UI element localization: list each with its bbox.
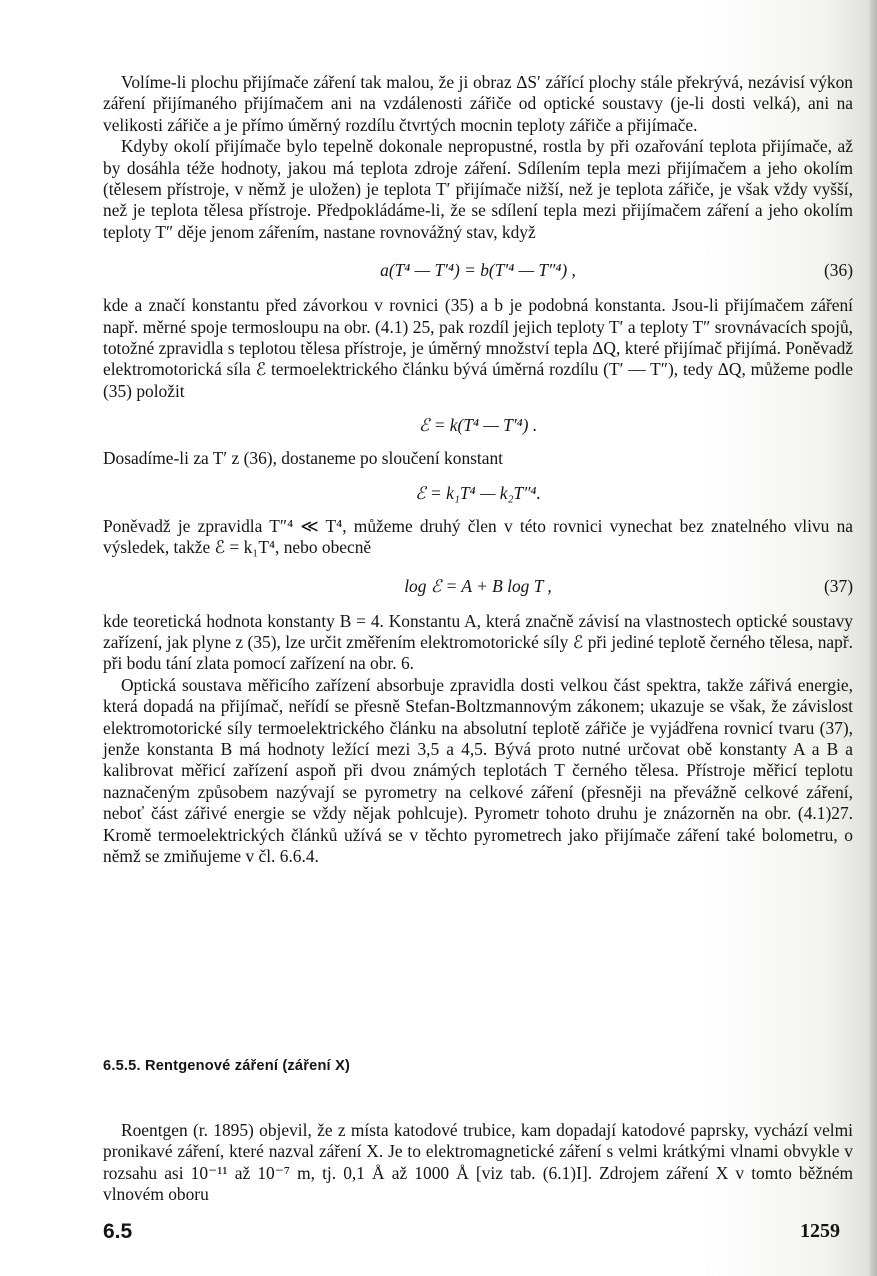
section-text-block — [103, 1120, 853, 1206]
main-text-block — [103, 72, 853, 867]
paragraph-3: kde a značí konstantu před závorkou v rovnici (35) a b je podobná konstanta. Jsou-li přijímačem záření např. měrné spoje termosloupu na obr. (4.1) 25, pak rozdíl jejich teploty T′ a teploty T″ srovnávacích spojů, totožné zpravidla s teplotou tělesa přístroje, je úměrný množství tepla ΔQ, které přijímač přijímá. Poněvadž elektromotorická síla ℰ termoelektrického článku bývá úměrná rozdílu (T′ — T″), tedy ΔQ, můžeme podle (35) položit — [103, 295, 853, 401]
paragraph-2: Kdyby okolí přijímače bylo tepelně dokonale nepropustné, rostla by při ozařování teplota přijímače, až by dosáhla téže hodnoty, jakou má teplota zdroje záření. Sdílením tepla mezi přijímačem a jeho okolím (tělesem přístroje, v němž je uložen) je teplota T′ přijímače nižší, než je teplota zářiče, je však vždy vyšší, než je teplota tělesa přístroje. Předpokládáme-li, že se sdílení tepla mezi přijímačem záření a jeho okolím teploty T″ děje jenom zářením, nastane rovnovážný stav, když — [103, 136, 853, 242]
book-spine-shadow — [869, 0, 877, 1276]
paragraph-7: Optická soustava měřicího zařízení absorbuje zpravidla dosti velkou část spektra, takže zářivá energie, která dopadá na přijímač, neřídí se přesně Stefan-Boltzmannovým zákonem; ukazuje se však, že závislost elektromotorické síly termoelektrického článku na absolutní teplotě zářiče je vyjádřena rovnicí tvaru (37), jenže konstanta B má hodnoty ležící mezi 3,5 a 4,5. Bývá proto nutné určovat obě konstanty A a B a kalibrovat měřicí zařízení aspoň při dvou známých teplotách T černého tělesa. Přístroje měřicí teplotu naznačeným způsobem nazývají se pyrometry na celkové záření (přesněji na převážně celkové záření, neboť část zářivé energie se vždy nějak pohlcuje). Pyrometr tohoto druhu je znázorněn na obr. (4.1)27. Kromě termoelektrických článků užívá se v těchto pyrometrech jako přijímače záření také bolometru, o němž se zmiňujeme v čl. 6.6.4. — [103, 674, 853, 866]
paragraph-5: Poněvadž je zpravidla T″⁴ ≪ T⁴, můžeme druhý člen v této rovnici vynechat bez znatelného vlivu na výsledek, takže ℰ = k₁T⁴, nebo obecně — [103, 515, 853, 558]
equation-emf-2-formula: ℰ = k₁T⁴ — k₂T″⁴. — [415, 482, 541, 503]
footer-section-number: 6.5 — [103, 1220, 133, 1243]
footer-page-number: 1259 — [800, 1220, 840, 1242]
equation-36-formula: a(T⁴ — T′⁴) = b(T′⁴ — T″⁴) , — [380, 260, 576, 281]
equation-emf-1-formula: ℰ = k(T⁴ — T′⁴) . — [418, 415, 538, 436]
paragraph-8: Roentgen (r. 1895) objevil, že z místa katodové trubice, kam dopadají katodové paprsky, vychází velmi pronikavé záření, které nazval záření X. Je to elektromagnetické záření s velmi krátkými vlnami obvykle v rozsahu asi 10⁻¹¹ až 10⁻⁷ m, tj. 0,1 Å až 1000 Å [viz tab. (6.1)I]. Zdrojem záření X v tomto běžném vlnovém oboru — [103, 1120, 853, 1205]
equation-37-formula: log ℰ = A + B log T , — [404, 575, 552, 596]
section-heading: 6.5.5. Rentgenové záření (záření X) — [103, 1058, 351, 1074]
equation-37-number: (37) — [824, 575, 853, 596]
equation-37 — [103, 575, 853, 597]
equation-emf-2 — [103, 482, 853, 504]
paragraph-4: Dosadíme-li za T′ z (36), dostaneme po sloučení konstant — [103, 448, 503, 469]
paragraph-1: Volíme-li plochu přijímače záření tak malou, že ji obraz ΔS′ zářící plochy stále překrývá, nezávisí výkon záření přijímaného přijímačem ani na vzdálenosti zářiče od optické soustavy (je-li dosti velká), ani na velikosti zářiče a je přímo úměrný rozdílu čtvrtých mocnin teploty zářiče a přijímače. — [103, 72, 853, 135]
paragraph-6: kde teoretická hodnota konstanty B = 4. Konstantu A, která značně závisí na vlastnostech optické soustavy zařízení, jak plyne z (35), lze určit změřením elektromotorické síly ℰ při jediné teplotě černého tělesa, např. při bodu tání zlata pomocí zařízení na obr. 6. — [103, 610, 853, 674]
equation-36-number: (36) — [824, 260, 853, 281]
equation-36 — [103, 259, 853, 281]
equation-emf-1 — [103, 414, 853, 436]
